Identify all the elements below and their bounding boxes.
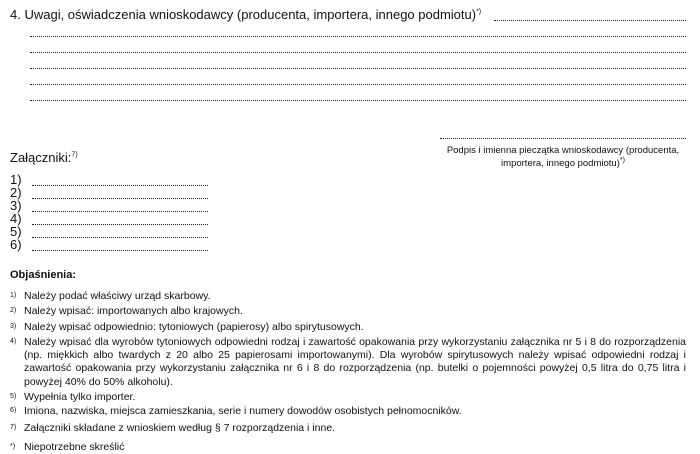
- note-mark: 4): [10, 337, 17, 345]
- explanations-title: Objaśnienia:: [10, 269, 77, 281]
- section-4-line-0[interactable]: [494, 20, 686, 21]
- attachments-label-mark: 7): [71, 151, 78, 159]
- signature-label-mark: *): [619, 156, 625, 164]
- note-text: Należy wpisać odpowiednio: tytoniowych (papierosy) albo spirytusowych.: [24, 320, 364, 333]
- note-text: Wypełnia tylko importer.: [24, 391, 136, 404]
- attachment-item: 2): [10, 185, 22, 200]
- note-mark: 2): [10, 307, 17, 315]
- explanations-notes: [10, 290, 686, 454]
- note-2: [10, 305, 686, 318]
- attachment-line-2[interactable]: [32, 198, 208, 199]
- note-3: [10, 321, 686, 334]
- attachment-item: 1): [10, 172, 22, 187]
- note-text: Należy wpisać: importowanych albo krajowych.: [24, 305, 243, 318]
- section-4-title-mark: *): [476, 8, 482, 16]
- attachment-item: 5): [10, 224, 22, 239]
- attachment-item: 6): [10, 237, 22, 252]
- attachments-label-text: Załączniki:: [10, 150, 72, 165]
- attachment-line-1[interactable]: [32, 185, 208, 186]
- section-4-line-3[interactable]: [30, 68, 686, 69]
- section-4-title: [10, 7, 481, 22]
- note-text: Załączniki składane z wnioskiem według § 7 rozporządzenia i inne.: [24, 421, 336, 434]
- note-mark: 5): [10, 393, 17, 401]
- note-mark: 1): [10, 292, 17, 299]
- note-6: [10, 405, 686, 418]
- attachment-line-6[interactable]: [32, 250, 208, 251]
- note-4: [10, 336, 686, 389]
- note-mark: 7): [10, 423, 17, 431]
- note-text: Niepotrzebne skreślić: [24, 440, 125, 453]
- note-5: [10, 391, 686, 404]
- attachment-line-5[interactable]: [32, 237, 208, 238]
- note-mark: 3): [10, 322, 17, 330]
- attachment-line-3[interactable]: [32, 211, 208, 212]
- note-1: [10, 290, 686, 303]
- note-8: [10, 441, 686, 454]
- section-4-line-1[interactable]: [30, 36, 686, 37]
- note-text: Należy wpisać dla wyrobów tytoniowych odpowiedni rodzaj i zawartość opakowania przy wykorzystaniu załącznika nr 5 i 8 do rozporządzenia (np. miękkich albo twardych z 20 albo 25 papierosami importowanymi). Dla wyrobów spirytusowych należy wpisać odpowiedni rodzaj i zawartość opakowania przy wykorzystaniu załącznika nr 6 i 8 do rozporządzenia (np. butelki o pojemności powyżej 0,5 litra do 0,75 litra i powyżej 40% do 50% alkoholu).: [24, 335, 686, 388]
- attachment-item: 3): [10, 198, 22, 213]
- note-mark: *): [10, 442, 16, 450]
- signature-line[interactable]: [440, 138, 686, 139]
- note-text: Należy podać właściwy urząd skarbowy.: [24, 290, 211, 302]
- note-mark: 6): [10, 407, 17, 415]
- signature-label: [435, 144, 691, 170]
- attachments-label: [10, 150, 78, 165]
- section-4-line-2[interactable]: [30, 52, 686, 53]
- attachment-line-4[interactable]: [32, 224, 208, 225]
- signature-label-text: Podpis i imienna pieczątka wnioskodawcy (producenta, importera, innego podmiotu): [446, 145, 680, 169]
- note-7: [10, 422, 686, 435]
- note-text: Imiona, nazwiska, miejsca zamieszkania, serie i numery dowodów osobistych pełnomocników.: [24, 405, 462, 418]
- section-4-line-5[interactable]: [30, 100, 686, 101]
- section-4-title-text: 4. Uwagi, oświadczenia wnioskodawcy (producenta, importera, innego podmiotu): [10, 7, 477, 22]
- section-4-line-4[interactable]: [30, 84, 686, 85]
- attachment-item: 4): [10, 211, 22, 226]
